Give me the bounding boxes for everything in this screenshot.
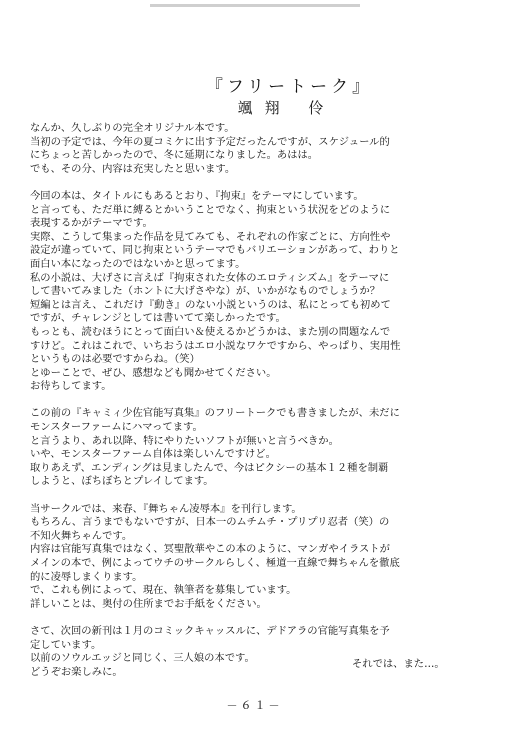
- body-text: [30, 122, 500, 679]
- text-line: ですが、チャレンジとしては書いてて楽しかったです。: [30, 312, 286, 325]
- text-line: なんか、久しぶりの完全オリジナル本です。: [30, 122, 235, 134]
- scan-line: [150, 4, 360, 7]
- closing-line: それでは、また…。: [352, 658, 445, 670]
- text-line: 面白い本になったのではないかと思ってます。: [30, 257, 246, 270]
- page-number: －６１－: [226, 699, 283, 712]
- paragraph-gap: [30, 611, 500, 625]
- paragraph-gap: [30, 489, 500, 503]
- text-line: すけど。これはこれで、いちおうはエロ小説なワケですから、やっぱり、実用性: [30, 339, 401, 352]
- text-line: 今回の本は、タイトルにもあるとおり、『拘束』をテーマにしています。: [30, 189, 364, 202]
- text-line: と言うより、あれ以降、特にやりたいソフトが無いと言うべきか。: [30, 434, 339, 447]
- author-name: 颯翔 伶: [237, 99, 336, 117]
- text-line: 的に凌辱しまくります。: [30, 570, 143, 583]
- text-line: 不知火舞ちゃんです。: [30, 529, 133, 542]
- text-line: 当初の予定では、今年の夏コミケに出す予定だったんですが、スケジュール的: [30, 135, 390, 148]
- text-line: 以前のソウルエッジと同じく、三人娘の本です。: [30, 652, 255, 665]
- text-line: お待ちしてます。: [30, 380, 112, 393]
- text-line: 内容は官能写真集ではなく、冥聖散華やこの本のように、マンガやイラストが: [30, 543, 390, 556]
- text-line: いや、モンスターファーム自体は楽しいんですけど。: [30, 448, 276, 461]
- text-line: もっとも、読むほうにとって面白い＆使えるかどうかは、また別の問題なんで: [30, 325, 391, 338]
- text-line: 当サークルでは、来春、『舞ちゃん凌辱本』を刊行します。: [30, 502, 302, 515]
- text-line: しようと、ぼちぼちとプレイしてます。: [30, 475, 214, 488]
- text-line: この前の『キャミィ少佐官能写真集』のフリートークでも書きましたが、未だに: [30, 407, 400, 420]
- text-line: と言っても、ただ単に縛るとかいうことでなく、拘束という状況をどのように: [30, 203, 391, 216]
- text-line: 設定が違っていて、同じ拘束というテーマでもバリエーションがあって、わりと: [30, 244, 400, 257]
- text-line: 定しています。: [30, 638, 102, 651]
- text-line: というものは必要ですからね。（笑）: [30, 353, 200, 366]
- text-line: 表現するかがテーマです。: [30, 217, 153, 230]
- title-block: [0, 76, 509, 118]
- text-line: さて、次回の新刊は１月のコミックキャッスルに、デドアラの官能写真集を予: [30, 624, 390, 637]
- paragraph-gap: [30, 394, 500, 408]
- text-line: 実際、こうして集まった作品を見てみても、それぞれの作家ごとに、方向性や: [30, 230, 391, 243]
- paragraph-gap: [30, 176, 500, 190]
- text-line: 取りあえず、エンディングは見ましたんで、今はピクシーの基本１２種を制覇: [30, 461, 389, 474]
- text-line: もちろん、言うまでもないですが、日本一のムチムチ・プリプリ忍者（笑）の: [30, 516, 390, 529]
- text-line: とゆーことで、ぜひ、感想なども聞かせてください。: [30, 366, 277, 379]
- text-line: でも、その分、内容は充実したと思います。: [30, 162, 236, 175]
- text-line: で、これも例によって、現在、執筆者を募集しています。: [30, 584, 297, 597]
- text-line: 詳しいことは、奥付の住所までお手紙をください。: [30, 597, 267, 610]
- text-line: 私の小説は、大げさに言えば『拘束された女体のエロティシズム』をテーマに: [30, 271, 390, 284]
- page-title: 『フリートーク』: [205, 77, 374, 97]
- text-line: にちょっと苦しかったので、冬に延期になりました。あはは。: [30, 149, 319, 162]
- text-line: して書いてみました（ホントに大げさやな）が、いかがなものでしょうか？: [30, 285, 381, 298]
- text-line: メインの本で、例によってウチのサークルらしく、極道一直線で舞ちゃんを徹底: [30, 557, 400, 569]
- text-line: 短編とは言え、これだけ『動き』のない小説というのは、私にとっても初めて: [30, 298, 391, 311]
- text-line: どうぞお楽しみに。: [30, 665, 123, 678]
- text-line: モンスターファームにハマってます。: [30, 421, 203, 434]
